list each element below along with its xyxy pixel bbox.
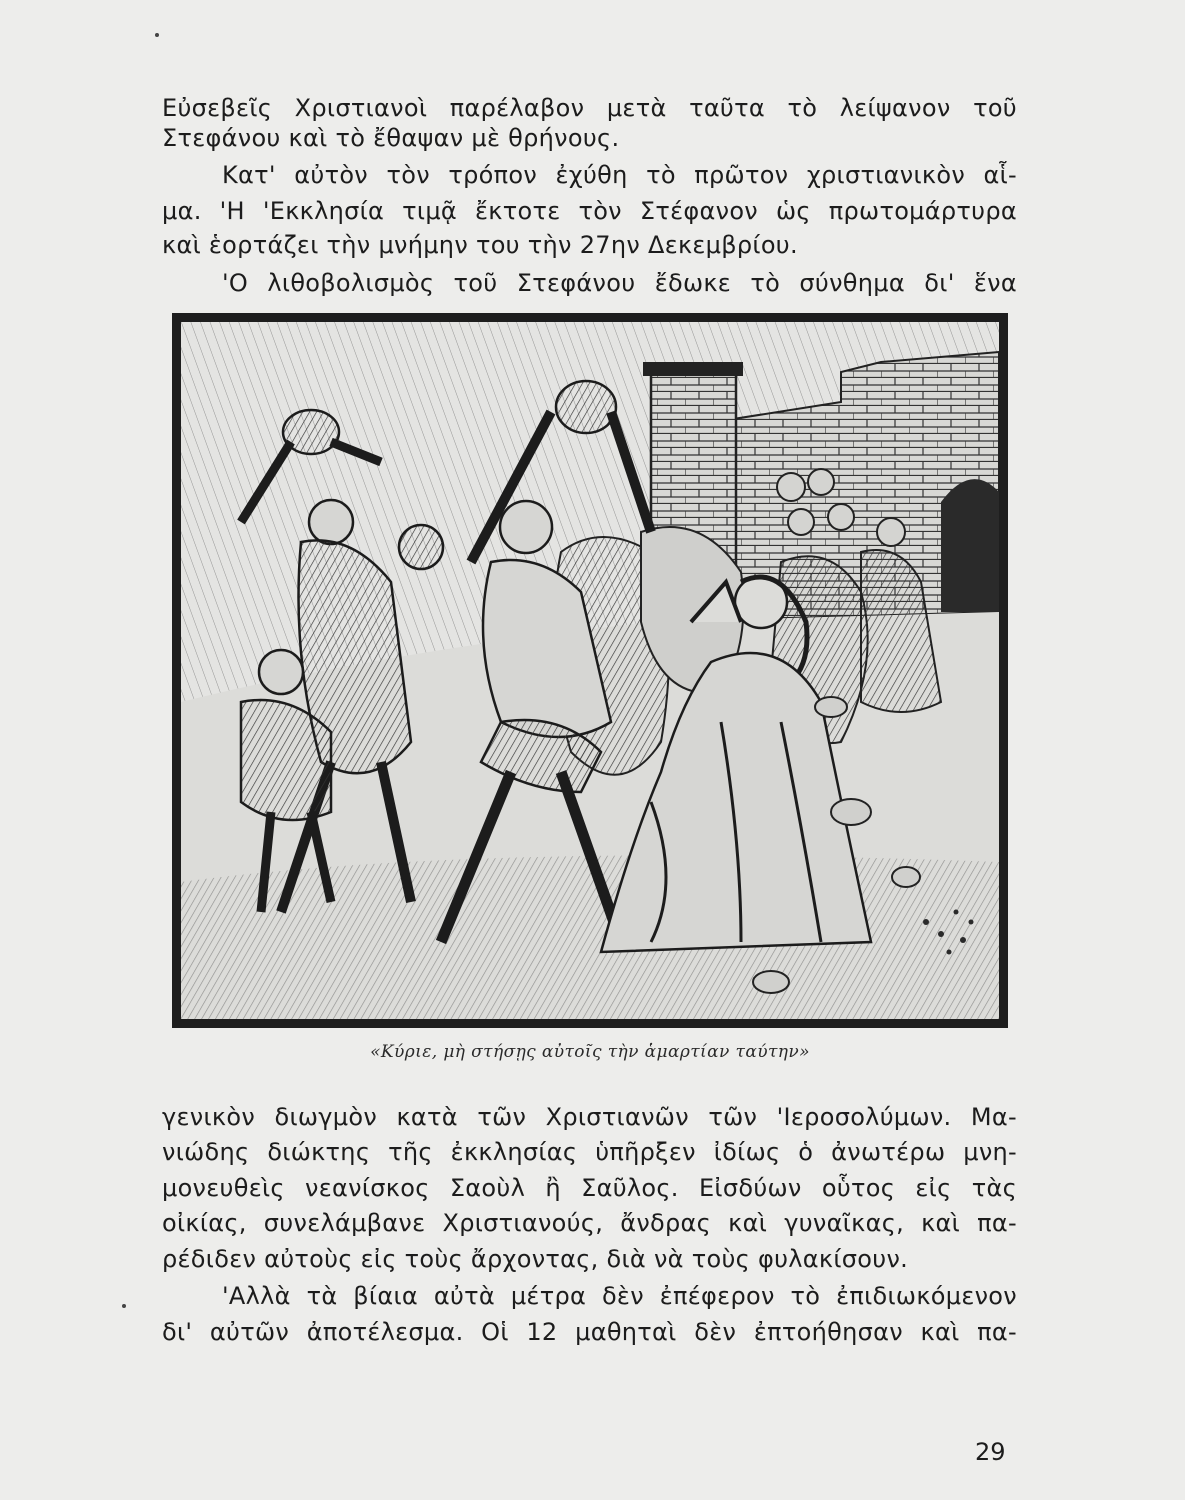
text-line: καὶ ἑορτάζει τὴν μνήμην του τὴν 27ην Δεκεμβρίου. xyxy=(162,231,798,259)
text-line: οἰκίας, συνελάμβανε Χριστιανούς, ἄνδρας καὶ γυναῖκας, καὶ πα- xyxy=(162,1209,1017,1237)
page-number: 29 xyxy=(975,1438,1006,1466)
paper-speck xyxy=(122,1304,126,1308)
text-line: μονευθεὶς νεανίσκος Σαοὺλ ἢ Σαῦλος. Εἰσδύων οὗτος εἰς τὰς xyxy=(162,1174,1017,1202)
text-line: Στεφάνου καὶ τὸ ἔθαψαν μὲ θρήνους. xyxy=(162,124,620,152)
text-line: μα. 'Η 'Εκκλησία τιμᾷ ἔκτοτε τὸν Στέφανον ὡς πρωτομάρτυρα xyxy=(162,197,1017,225)
text-line: ρέδιδεν αὐτοὺς εἰς τοὺς ἄρχοντας, διὰ νὰ τοὺς φυλακίσουν. xyxy=(162,1245,909,1273)
text-line: Εὐσεβεῖς Χριστιανοὶ παρέλαβον μετὰ ταῦτα τὸ λείψανον τοῦ xyxy=(162,94,1017,122)
text-line: 'Αλλὰ τὰ βίαια αὐτὰ μέτρα δὲν ἐπέφερον τὸ ἐπιδιωκόμενον xyxy=(222,1282,1017,1310)
paper-speck xyxy=(155,33,159,37)
stoning-illustration xyxy=(172,313,1008,1028)
text-line: νιώδης διώκτης τῆς ἐκκλησίας ὑπῆρξεν ἰδίως ὁ ἀνωτέρω μνη- xyxy=(162,1138,1017,1166)
text-line: δι' αὐτῶν ἀποτέλεσμα. Οἱ 12 μαθηταὶ δὲν ἐπτοήθησαν καὶ πα- xyxy=(162,1318,1017,1346)
text-line: Κατ' αὐτὸν τὸν τρόπον ἐχύθη τὸ πρῶτον χριστιανικὸν αἷ- xyxy=(222,161,1017,189)
illustration-caption: «Κύριε, μὴ στήσῃς αὐτοῖς τὴν ἁμαρτίαν ταύτην» xyxy=(370,1042,810,1062)
text-line: γενικὸν διωγμὸν κατὰ τῶν Χριστιανῶν τῶν 'Ιεροσολύμων. Μα- xyxy=(162,1103,1017,1131)
woodcut-image xyxy=(181,322,999,1019)
text-line: 'Ο λιθοβολισμὸς τοῦ Στεφάνου ἔδωκε τὸ σύνθημα δι' ἕνα xyxy=(222,269,1017,297)
